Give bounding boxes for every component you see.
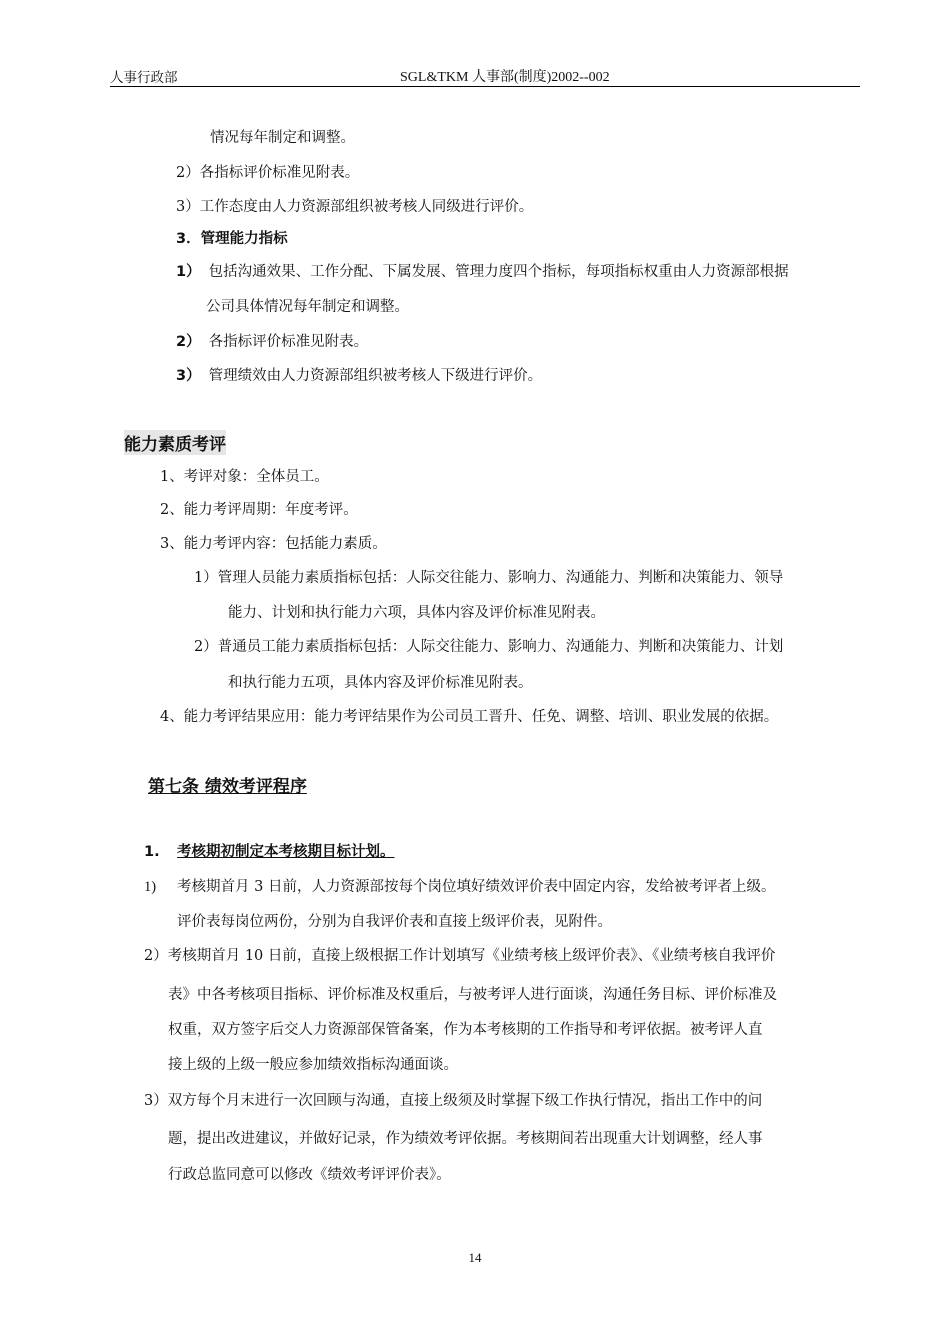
list-item: 3、能力考评内容：包括能力素质。 <box>160 536 387 552</box>
list-item: 4、能力考评结果应用：能力考评结果作为公司员工晋升、任免、调整、培训、职业发展的依据。 <box>160 709 779 725</box>
list-text: 包括沟通效果、工作分配、下属发展、管理力度四个指标，每项指标权重由人力资源部根据 <box>208 264 789 280</box>
paragraph-line: 权重，双方签字后交人力资源部保管备案，作为本考核期的工作指导和考评依据。被考评人直 <box>168 1022 763 1038</box>
list-item <box>176 262 789 282</box>
list-item <box>176 332 368 352</box>
paragraph-line: 2）考核期首月 10 日前，直接上级根据工作计划填写《业绩考核上级评价表》、《业绩考核自我评价 <box>144 948 776 964</box>
list-item <box>176 366 542 386</box>
list-number: 3） <box>176 368 201 384</box>
paragraph-line: 表》中各考核项目指标、评价标准及权重后，与被考评人进行面谈，沟通任务目标、评价标准及 <box>168 987 777 1003</box>
paragraph-line: 接上级的上级一般应参加绩效指标沟通面谈。 <box>168 1057 458 1073</box>
list-item: 2）普通员工能力素质指标包括：人际交往能力、影响力、沟通能力、判断和决策能力、计划 <box>194 639 784 655</box>
list-item: 2）各指标评价标准见附表。 <box>176 165 360 181</box>
list-number: 1) <box>144 879 157 895</box>
paragraph-continuation: 和执行能力五项，具体内容及评价标准见附表。 <box>228 675 533 691</box>
list-number: 2） <box>176 334 201 350</box>
header-document-code: SGL&TKM 人事部(制度)2002--002 <box>400 70 610 85</box>
paragraph-line: 题，提出改进建议，并做好记录，作为绩效考评依据。考核期间若出现重大计划调整，经人事 <box>168 1131 763 1147</box>
article-heading: 第七条 绩效考评程序 <box>148 777 307 797</box>
list-number: 1） <box>176 264 201 280</box>
list-item: 3）工作态度由人力资源部组织被考核人同级进行评价。 <box>176 199 534 215</box>
list-text: 管理绩效由人力资源部组织被考核人下级进行评价。 <box>208 368 543 384</box>
list-item: 1、考评对象：全体员工。 <box>160 469 329 485</box>
page-number: 14 <box>468 1250 482 1265</box>
paragraph-line: 3）双方每个月末进行一次回顾与沟通，直接上级须及时掌握下级工作执行情况，指出工作中的问 <box>144 1093 763 1109</box>
section-heading: 能力素质考评 <box>124 430 226 455</box>
subsection-heading: 3．管理能力指标 <box>176 231 288 247</box>
step-title: 考核期初制定本考核期目标计划。 <box>177 844 395 860</box>
paragraph-line: 评价表每岗位两份，分别为自我评价表和直接上级评价表，见附件。 <box>177 914 612 930</box>
paragraph-continuation: 公司具体情况每年制定和调整。 <box>206 299 409 315</box>
step-number: 1. <box>144 844 160 860</box>
header-department: 人事行政部 <box>110 70 178 86</box>
list-item: 2、能力考评周期：年度考评。 <box>160 502 358 518</box>
list-item: 1）管理人员能力素质指标包括：人际交往能力、影响力、沟通能力、判断和决策能力、领导 <box>194 570 784 586</box>
paragraph-line: 考核期首月 3 日前，人力资源部按每个岗位填好绩效评价表中固定内容，发给被考评者上级。 <box>177 879 776 895</box>
list-text: 各指标评价标准见附表。 <box>208 334 369 350</box>
paragraph-continuation: 能力、计划和执行能力六项，具体内容及评价标准见附表。 <box>228 605 605 621</box>
paragraph-continuation: 情况每年制定和调整。 <box>210 130 355 146</box>
page-header <box>110 66 860 87</box>
paragraph-line: 行政总监同意可以修改《绩效考评评价表》。 <box>168 1167 451 1183</box>
